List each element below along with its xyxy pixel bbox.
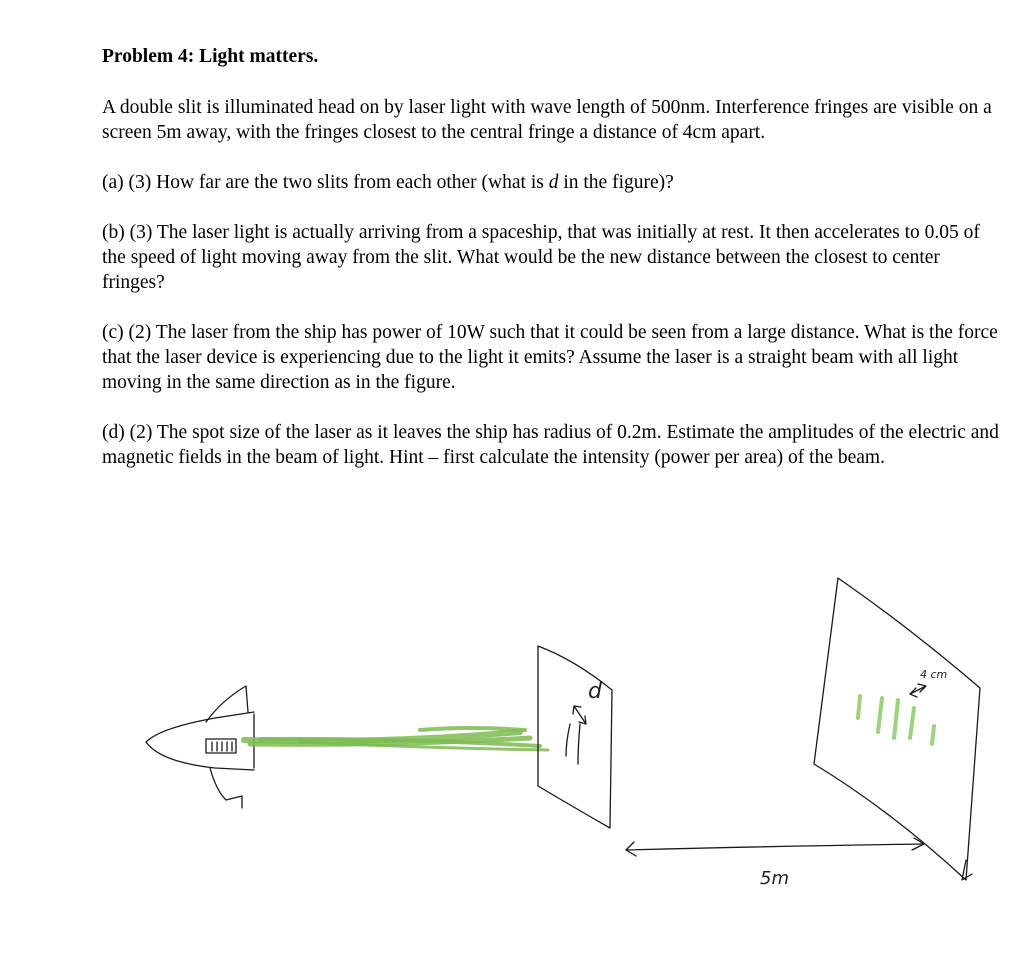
spaceship-upper-fin: [206, 686, 248, 722]
problem-intro: A double slit is illuminated head on by laser light with wave length of 500nm. Interference fringes are visible on a screen 5m away, with the fringes closest to the central fringe a distance of 4cm apart.: [102, 97, 992, 144]
laser-device-stripes: [212, 742, 232, 751]
projection-screen: [814, 578, 980, 880]
fringe-spacing-label: 4 cm: [920, 668, 948, 681]
spaceship-lower-fin: [210, 768, 242, 808]
part-a-variable: d: [548, 172, 559, 194]
double-slit-plate: [538, 646, 612, 828]
part-b: (b) (3) The laser light is actually arriving from a spaceship, that was initially at rest. It then accelerates to 0.05 of the speed of light moving away from the slit. What would be the new distance between the closest to center fringes?: [102, 222, 980, 294]
distance-arrow-line: [626, 844, 924, 850]
fringe-spacing-arrow: [910, 684, 926, 697]
fringe-4: [910, 708, 914, 738]
laser-beam: [244, 728, 548, 750]
part-a: [102, 170, 1002, 195]
distance-arrow-right-head: [912, 838, 924, 850]
fringe-5: [932, 726, 934, 744]
screen-edge-extension: [962, 860, 972, 880]
slit-two: [578, 724, 580, 764]
distance-indicator: [626, 838, 924, 889]
part-d: (d) (2) The spot size of the laser as it leaves the ship has radius of 0.2m. Estimate the amplitudes of the electric and magnetic fields in the beam of light. Hint – first calculate the intensity (power per area) of the beam.: [102, 422, 999, 469]
fringe-2: [878, 698, 882, 732]
part-c: (c) (2) The laser from the ship has power of 10W such that it could be seen from a large distance. What is the force that the laser device is experiencing due to the light it emits? Assume the laser is a straight beam with all light moving in the same direction as in the figure.: [102, 322, 998, 394]
slit-spacing-arrow: [573, 706, 586, 724]
slit-spacing-label: d: [588, 679, 602, 704]
fringe-1: [858, 696, 860, 718]
distance-label: 5m: [760, 868, 789, 889]
spaceship-hull: [146, 712, 254, 770]
distance-arrow-left-head: [626, 842, 636, 856]
problem-title: Problem 4: Light matters.: [102, 46, 319, 67]
part-a-prefix: (a) (3) How far are the two slits from each other (what is: [102, 172, 549, 194]
interference-fringes: [858, 696, 934, 744]
screen-outline: [814, 578, 980, 880]
laser-device-box: [206, 739, 236, 753]
problem-document: [102, 44, 1002, 495]
fringe-3: [894, 700, 898, 738]
part-a-suffix: in the figure)?: [558, 172, 674, 194]
slit-one: [566, 724, 570, 756]
spaceship-drawing: [146, 686, 254, 808]
slit-plate-outline: [538, 646, 612, 828]
